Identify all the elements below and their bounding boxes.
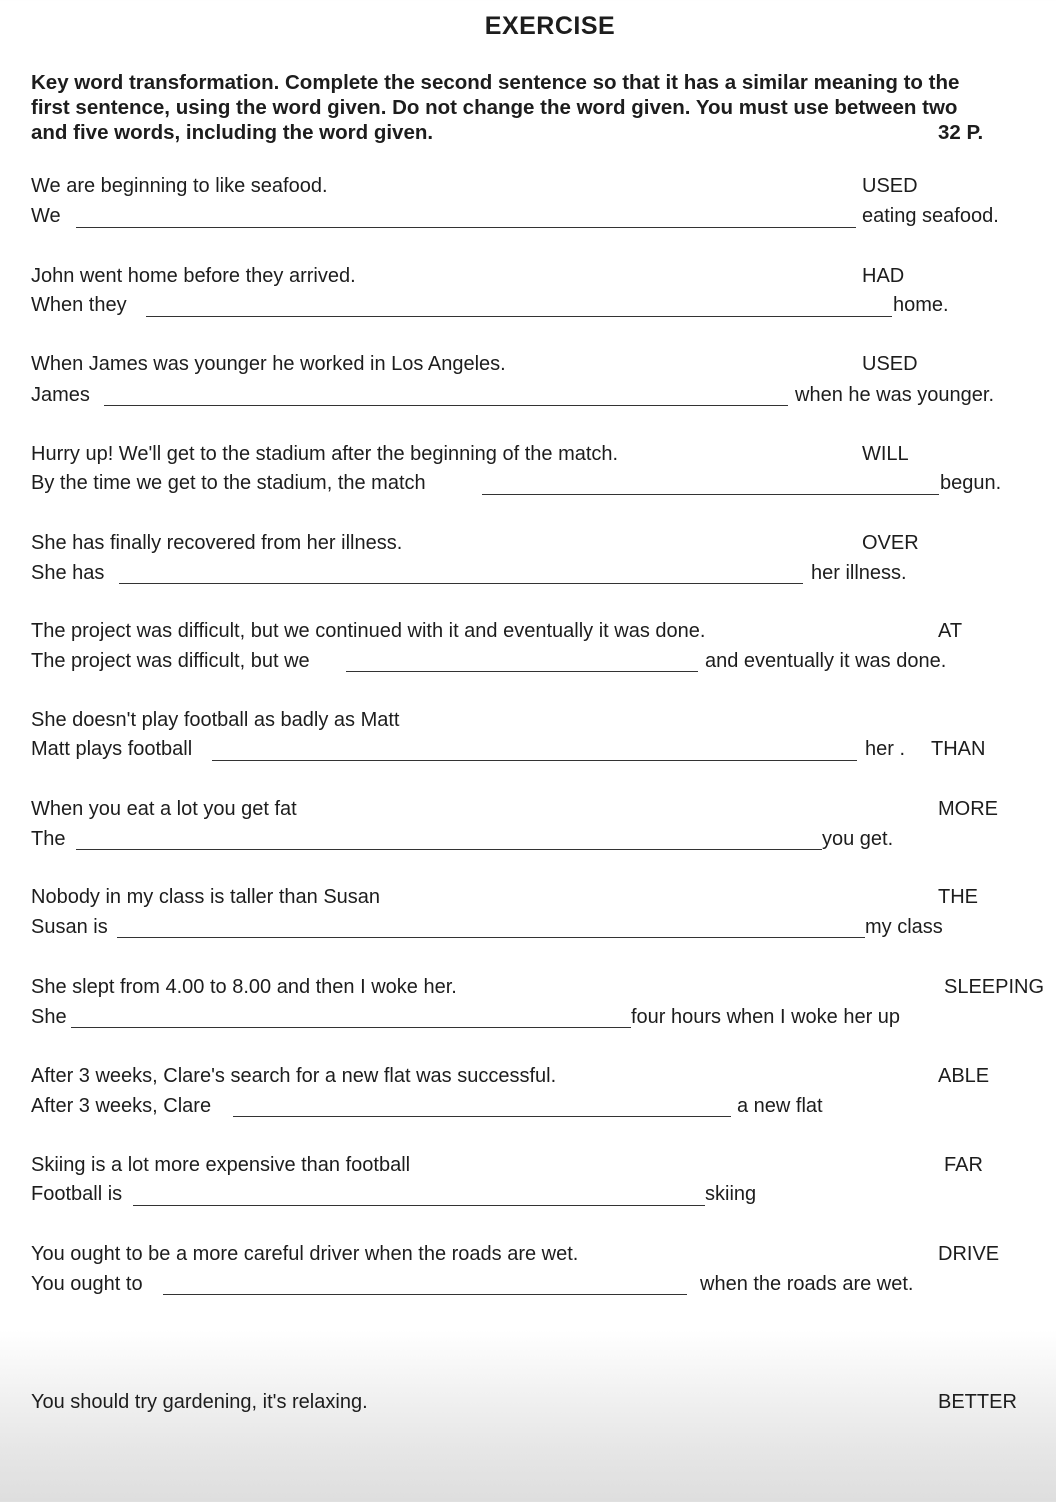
item-keyword: OVER [862, 532, 919, 554]
item-suffix: home. [893, 294, 949, 316]
instructions-line: and five words, including the word given. [31, 121, 434, 144]
item-keyword: WILL [862, 443, 909, 465]
item-suffix: when he was younger. [795, 384, 995, 406]
answer-blank[interactable] [133, 1205, 705, 1206]
answer-blank[interactable] [482, 494, 939, 495]
item-sentence: After 3 weeks, Clare's search for a new flat was successful. [31, 1065, 557, 1087]
item-keyword: USED [862, 353, 918, 375]
item-keyword: SLEEPING [944, 976, 1045, 998]
answer-blank[interactable] [163, 1294, 687, 1295]
item-suffix: and eventually it was done. [705, 650, 947, 672]
item-prefix: James [31, 384, 90, 406]
points-total: 32 P. [938, 121, 984, 144]
item-suffix: her illness. [811, 562, 907, 584]
item-suffix: eating seafood. [862, 205, 999, 227]
item-prefix: Football is [31, 1183, 123, 1205]
item-suffix: her . [865, 738, 906, 760]
item-sentence: She doesn't play football as badly as Matt [31, 709, 400, 731]
answer-blank[interactable] [212, 760, 857, 761]
item-keyword: DRIVE [938, 1243, 1000, 1265]
item-sentence: She slept from 4.00 to 8.00 and then I woke her. [31, 976, 457, 998]
item-prefix: The [31, 828, 66, 850]
answer-blank[interactable] [76, 849, 822, 850]
answer-blank[interactable] [146, 316, 892, 317]
item-suffix: my class [865, 916, 943, 938]
item-prefix: After 3 weeks, Clare [31, 1095, 212, 1117]
item-suffix: begun. [940, 472, 1002, 494]
answer-blank[interactable] [233, 1116, 731, 1117]
item-keyword: MORE [938, 798, 998, 820]
item-prefix: She [31, 1006, 67, 1028]
item-keyword: USED [862, 175, 918, 197]
instructions-line: Key word transformation. Complete the second sentence so that it has a similar meaning to the [31, 71, 960, 94]
item-keyword: HAD [862, 265, 905, 287]
item-keyword: AT [938, 620, 963, 642]
item-sentence: Nobody in my class is taller than Susan [31, 886, 381, 908]
page-title: EXERCISE [484, 12, 616, 40]
item-keyword: THE [938, 886, 978, 908]
item-prefix: You ought to [31, 1273, 143, 1295]
item-keyword: BETTER [938, 1391, 1017, 1413]
item-sentence: We are beginning to like seafood. [31, 175, 328, 197]
item-keyword: ABLE [938, 1065, 990, 1087]
item-sentence: Hurry up! We'll get to the stadium after the beginning of the match. [31, 443, 619, 465]
answer-blank[interactable] [117, 937, 865, 938]
instructions [31, 70, 1047, 145]
item-suffix: four hours when I woke her up [631, 1006, 901, 1028]
item-sentence: When you eat a lot you get fat [31, 798, 297, 820]
item-sentence: She has finally recovered from her illness. [31, 532, 403, 554]
answer-blank[interactable] [76, 227, 856, 228]
answer-blank[interactable] [346, 671, 698, 672]
item-suffix: when the roads are wet. [700, 1273, 914, 1295]
item-suffix: skiing [705, 1183, 757, 1205]
item-keyword: THAN [931, 738, 986, 760]
item-suffix: a new flat [737, 1095, 823, 1117]
item-sentence: When James was younger he worked in Los Angeles. [31, 353, 506, 375]
item-prefix: Susan is [31, 916, 108, 938]
item-prefix: She has [31, 562, 105, 584]
item-sentence: Skiing is a lot more expensive than football [31, 1154, 411, 1176]
answer-blank[interactable] [71, 1027, 631, 1028]
answer-blank[interactable] [104, 405, 788, 406]
item-sentence: John went home before they arrived. [31, 265, 356, 287]
item-prefix: When they [31, 294, 127, 316]
item-sentence: You should try gardening, it's relaxing. [31, 1391, 368, 1413]
answer-blank[interactable] [119, 583, 803, 584]
item-keyword: FAR [944, 1154, 983, 1176]
item-prefix: The project was difficult, but we [31, 650, 310, 672]
item-prefix: Matt plays football [31, 738, 193, 760]
item-prefix: We [31, 205, 61, 227]
item-sentence: The project was difficult, but we continued with it and eventually it was done. [31, 620, 706, 642]
item-sentence: You ought to be a more careful driver when the roads are wet. [31, 1243, 579, 1265]
item-suffix: you get. [822, 828, 894, 850]
instructions-line: first sentence, using the word given. Do not change the word given. You must use between two [31, 96, 958, 119]
item-prefix: By the time we get to the stadium, the match [31, 472, 426, 494]
